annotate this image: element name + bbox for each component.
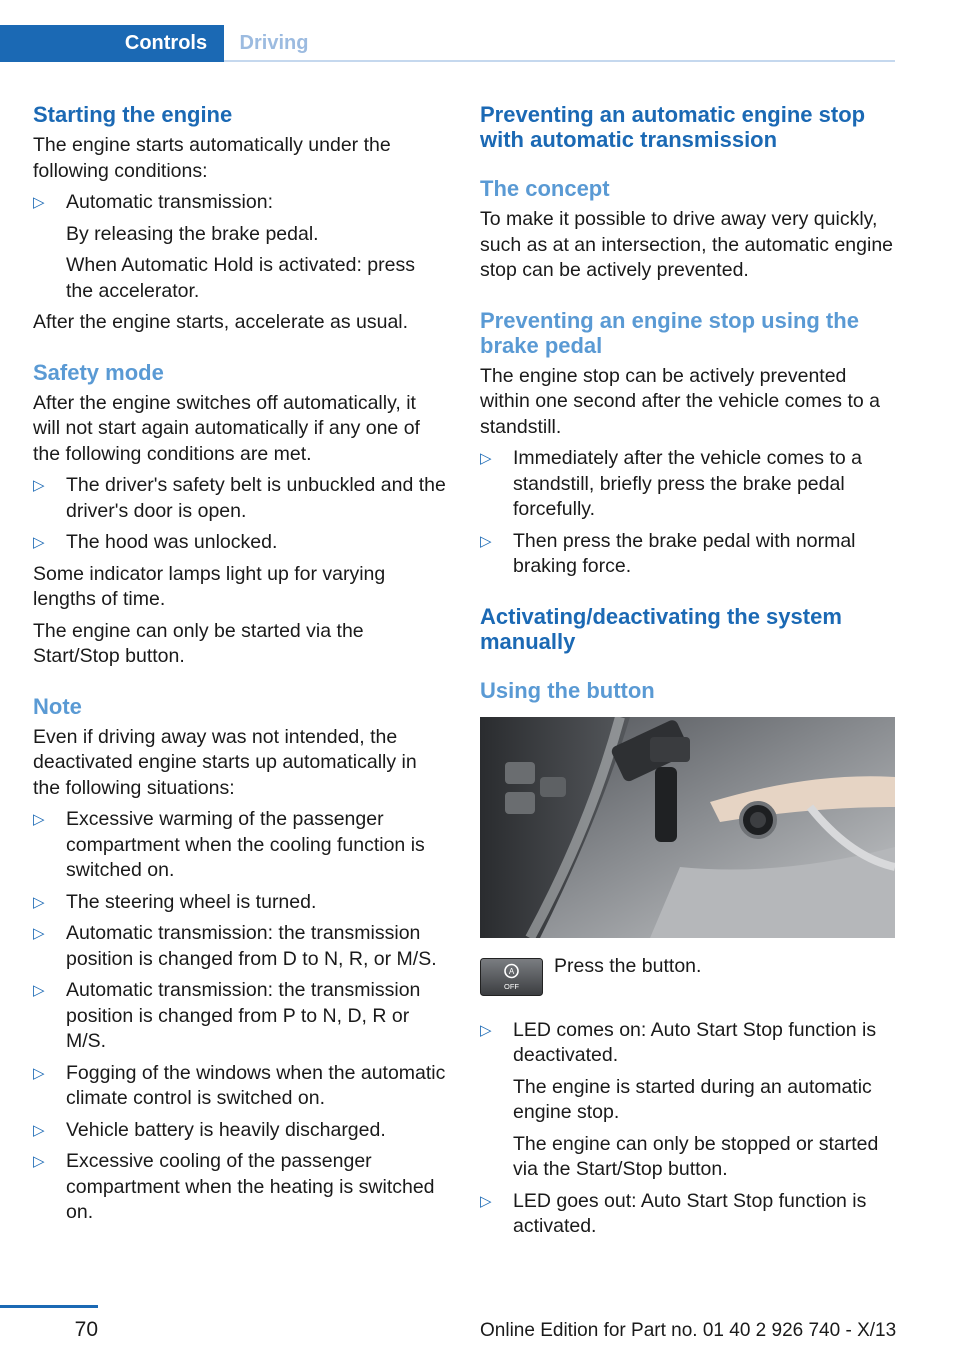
- list-item: [480, 529, 894, 580]
- bullet-triangle-icon: ▷: [33, 477, 45, 494]
- list-item-text: Automatic transmission: the transmission position is changed from D to N, R, or M/S.: [66, 922, 437, 970]
- auto-start-stop-off-icon: [480, 958, 543, 996]
- svg-text:A: A: [508, 966, 515, 976]
- paragraph: After the engine switches off automatically, it will not start again automatically if any one of the following conditions are met.: [33, 391, 420, 465]
- tab-driving[interactable]: Driving: [239, 32, 309, 54]
- bullet-triangle-icon: ▷: [33, 982, 45, 999]
- tab-underline: [224, 60, 895, 62]
- header-tabs: [0, 25, 895, 62]
- list-item-text: LED goes out: Auto Start Stop function is activated.: [513, 1189, 867, 1237]
- list-item: [33, 1149, 447, 1226]
- list-item-text: Then press the brake pedal with normal braking force.: [513, 529, 856, 577]
- edition-note: Online Edition for Part no. 01 40 2 926 740 - X/13: [480, 1320, 897, 1341]
- tab-controls[interactable]: Controls: [0, 25, 224, 62]
- paragraph: Some indicator lamps light up for varying lengths of time.: [33, 562, 386, 610]
- bullet-triangle-icon: ▷: [480, 532, 492, 550]
- list-item-text: Immediately after the vehicle comes to a standstill, briefly press the brake pedal forcefully.: [513, 447, 862, 520]
- bullet-triangle-icon: ▷: [33, 811, 45, 828]
- bullet-triangle-icon: ▷: [33, 1121, 45, 1139]
- list-item: [33, 921, 447, 972]
- bullet-triangle-icon: ▷: [33, 534, 45, 551]
- bullet-triangle-icon: ▷: [480, 1192, 492, 1210]
- list-item: [33, 1061, 447, 1112]
- bullet-triangle-icon: ▷: [480, 1021, 492, 1039]
- footer-rule: [0, 1305, 98, 1308]
- list-item: [480, 446, 894, 523]
- bullet-list: [33, 190, 447, 304]
- list-item-text: The engine can only be stopped or started via the Start/Stop button.: [513, 1132, 879, 1180]
- heading-note: Note: [33, 693, 82, 719]
- paragraph: The engine stop can be actively prevented within one second after the vehicle comes to a standstill.: [480, 364, 880, 438]
- list-item-text: Automatic transmission: the transmission position is changed from P to N, D, R or M/S.: [66, 979, 421, 1052]
- bullet-triangle-icon: ▷: [33, 194, 45, 211]
- list-item-text: LED comes on: Auto Start Stop function is deactivated.: [513, 1018, 877, 1066]
- list-item-text: Excessive cooling of the passenger compartment when the heating is switched on.: [66, 1150, 435, 1223]
- button-instruction: [480, 952, 894, 1012]
- list-item: [33, 1118, 447, 1144]
- page-number: 70: [74, 1318, 98, 1341]
- bullet-list: [480, 446, 894, 580]
- list-item-text: The engine is started during an automatic engine stop.: [513, 1075, 872, 1123]
- list-item: [480, 1018, 894, 1183]
- list-item-text: The driver's safety belt is unbuckled and the driver's door is open.: [66, 474, 446, 522]
- heading-concept: The concept: [480, 176, 610, 201]
- bullet-triangle-icon: ▷: [33, 925, 45, 942]
- off-label: OFF: [504, 981, 519, 991]
- right-column: [480, 102, 894, 1246]
- list-item: [33, 190, 447, 304]
- paragraph: To make it possible to drive away very quickly, such as at an intersection, the automatic engine stop can be actively prevented.: [480, 208, 894, 281]
- paragraph: The engine starts automatically under the following conditions:: [33, 134, 391, 182]
- list-item-text: The hood was unlocked.: [66, 531, 278, 553]
- list-item: [33, 530, 447, 556]
- list-item: [33, 807, 447, 884]
- list-item: [33, 978, 447, 1055]
- list-item-text: Vehicle battery is heavily discharged.: [66, 1118, 386, 1141]
- list-item-text: By releasing the brake pedal.: [66, 222, 319, 245]
- bullet-triangle-icon: ▷: [480, 450, 492, 467]
- list-item-text: Excessive warming of the passenger compartment when the cooling function is switched on.: [66, 808, 425, 881]
- list-item: [33, 473, 447, 524]
- list-item: [480, 1189, 894, 1240]
- list-item-text: Automatic transmission:: [66, 191, 273, 213]
- heading-starting-engine: Starting the engine: [33, 102, 233, 127]
- paragraph: The engine can only be started via the Start/Stop button.: [33, 619, 364, 667]
- cockpit-photo: [480, 717, 895, 938]
- bullet-list: [33, 807, 447, 1226]
- heading-preventing-stop: Preventing an automatic engine stop with automatic transmission: [480, 102, 866, 152]
- list-item-text: Fogging of the windows when the automatic climate control is switched on.: [66, 1061, 446, 1109]
- list-item-text: The steering wheel is turned.: [66, 890, 317, 913]
- heading-safety-mode: Safety mode: [33, 359, 164, 385]
- heading-using-button: Using the button: [480, 677, 655, 703]
- bullet-triangle-icon: ▷: [33, 1153, 45, 1170]
- heading-manual: Activating/deactivating the system manually: [480, 603, 842, 654]
- bullet-triangle-icon: ▷: [33, 1064, 45, 1082]
- list-item-text: When Automatic Hold is activated: press the accelerator.: [66, 254, 415, 302]
- heading-brake-pedal: Preventing an engine stop using the brake pedal: [480, 307, 859, 358]
- bullet-list: [480, 1018, 894, 1240]
- bullet-triangle-icon: ▷: [33, 893, 45, 911]
- left-column: [33, 102, 447, 1232]
- paragraph: Even if driving away was not intended, the deactivated engine starts up automatically in the following situations:: [33, 725, 417, 799]
- list-item: [33, 890, 447, 916]
- paragraph: After the engine starts, accelerate as usual.: [33, 311, 409, 333]
- bullet-list: [33, 473, 447, 556]
- paragraph: Press the button.: [554, 954, 702, 977]
